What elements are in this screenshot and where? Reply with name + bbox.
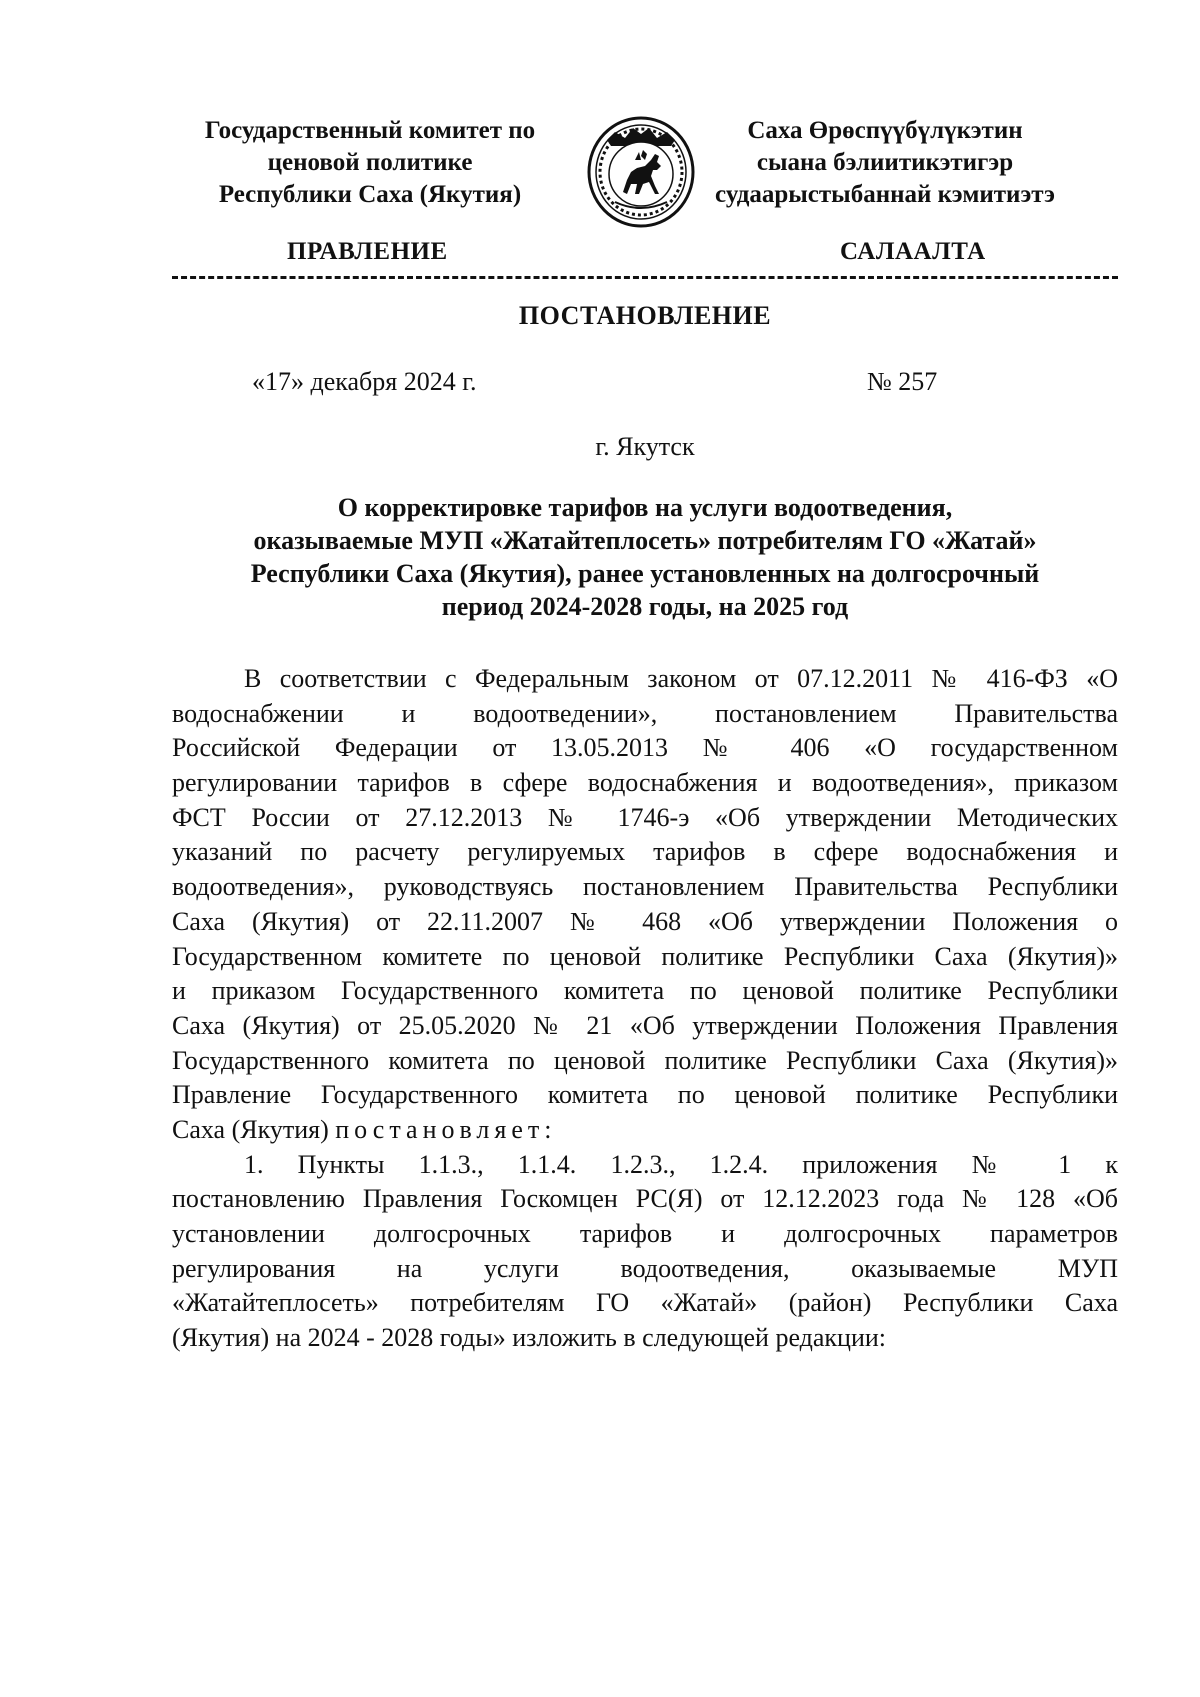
document-number: № 257 (867, 367, 938, 396)
committee-name-line: ценовой политике (267, 149, 473, 176)
committee-name-line: судаарыстыбаннай кэмитиэтэ (715, 181, 1055, 208)
committee-name-russian (170, 115, 570, 211)
title-line: Республики Саха (Якутия), ранее установленных на долгосрочный (250, 559, 1040, 588)
committee-name-line: Республики Саха (Якутия) (218, 181, 522, 208)
header-divider (172, 276, 1118, 279)
title-line: период 2024-2028 годы, на 2025 год (441, 592, 849, 621)
committee-name-sakha (680, 115, 1090, 211)
document-title (170, 491, 1120, 623)
body-line: Государственного комитета по ценовой политике Республики Саха (Якутия)» (172, 1045, 1118, 1075)
body-line: водоотведения», руководствуясь постановлением Правительства Республики (172, 872, 1118, 902)
body-line: регулировании тарифов в сфере водоснабжения и водоотведения», приказом (172, 768, 1118, 798)
board-label-sakha: САЛААЛТА (840, 238, 986, 265)
board-label-russian: ПРАВЛЕНИЕ (287, 238, 448, 265)
body-line: указаний по расчету регулируемых тарифов в сфере водоснабжения и (172, 837, 1118, 867)
item-1-line: установлении долгосрочных тарифов и долгосрочных параметров (172, 1219, 1118, 1248)
document-body (172, 662, 1118, 1356)
title-line: О корректировке тарифов на услуги водоотведения, (337, 493, 953, 522)
item-1-line: регулирования на услуги водоотведения, оказываемые МУП (172, 1253, 1118, 1283)
body-line: Российской Федерации от 13.05.2013 № 406 «О государственном (172, 733, 1118, 763)
title-line: оказываемые МУП «Жатайтеплосеть» потребителям ГО «Жатай» (253, 526, 1037, 555)
committee-name-line: сыана бэлиитикэтигэр (756, 149, 1014, 176)
item-1-line: 1. Пункты 1.1.3., 1.1.4. 1.2.3., 1.2.4. приложения № 1 к (244, 1149, 1118, 1179)
body-line: Саха (Якутия) от 22.11.2007 № 468 «Об утверждении Положения о (172, 906, 1118, 936)
body-line: Правление Государственного комитета по ценовой политике Республики (172, 1080, 1118, 1110)
document-date: «17» декабря 2024 г. (252, 367, 477, 396)
body-line: и приказом Государственного комитета по ценовой политике Республики (172, 976, 1118, 1006)
item-1-line: «Жатайтеплосеть» потребителям ГО «Жатай» (район) Республики Саха (172, 1288, 1118, 1318)
resolves-line (172, 1113, 1118, 1148)
committee-name-line: Саха Өрөспүүбүлүкэтин (747, 117, 1023, 144)
body-line: Саха (Якутия) от 25.05.2020 № 21 «Об утверждении Положения Правления (172, 1010, 1118, 1040)
document-type: ПОСТАНОВЛЕНИЕ (518, 301, 772, 330)
body-line: водоснабжении и водоотведении», постановлением Правительства (172, 698, 1118, 728)
document-city: г. Якутск (595, 432, 695, 461)
body-line: ФСТ России от 27.12.2013 № 1746-э «Об утверждении Методических (172, 802, 1118, 832)
committee-name-line: Государственный комитет по (204, 117, 536, 144)
resolves-prefix: Саха (Якутия) (172, 1114, 329, 1144)
item-1-line: постановлению Правления Госкомцен РС(Я) от 12.12.2023 года № 128 «Об (172, 1184, 1118, 1214)
body-line: Государственном комитете по ценовой политике Республики Саха (Якутия)» (172, 941, 1118, 971)
body-line: В соответствии с Федеральным законом от 07.12.2011 № 416-ФЗ «О (244, 664, 1118, 693)
resolves-word: постановляет: (335, 1114, 557, 1144)
item-1-line: (Якутия) на 2024 - 2028 годы» изложить в следующей редакции: (172, 1323, 887, 1353)
